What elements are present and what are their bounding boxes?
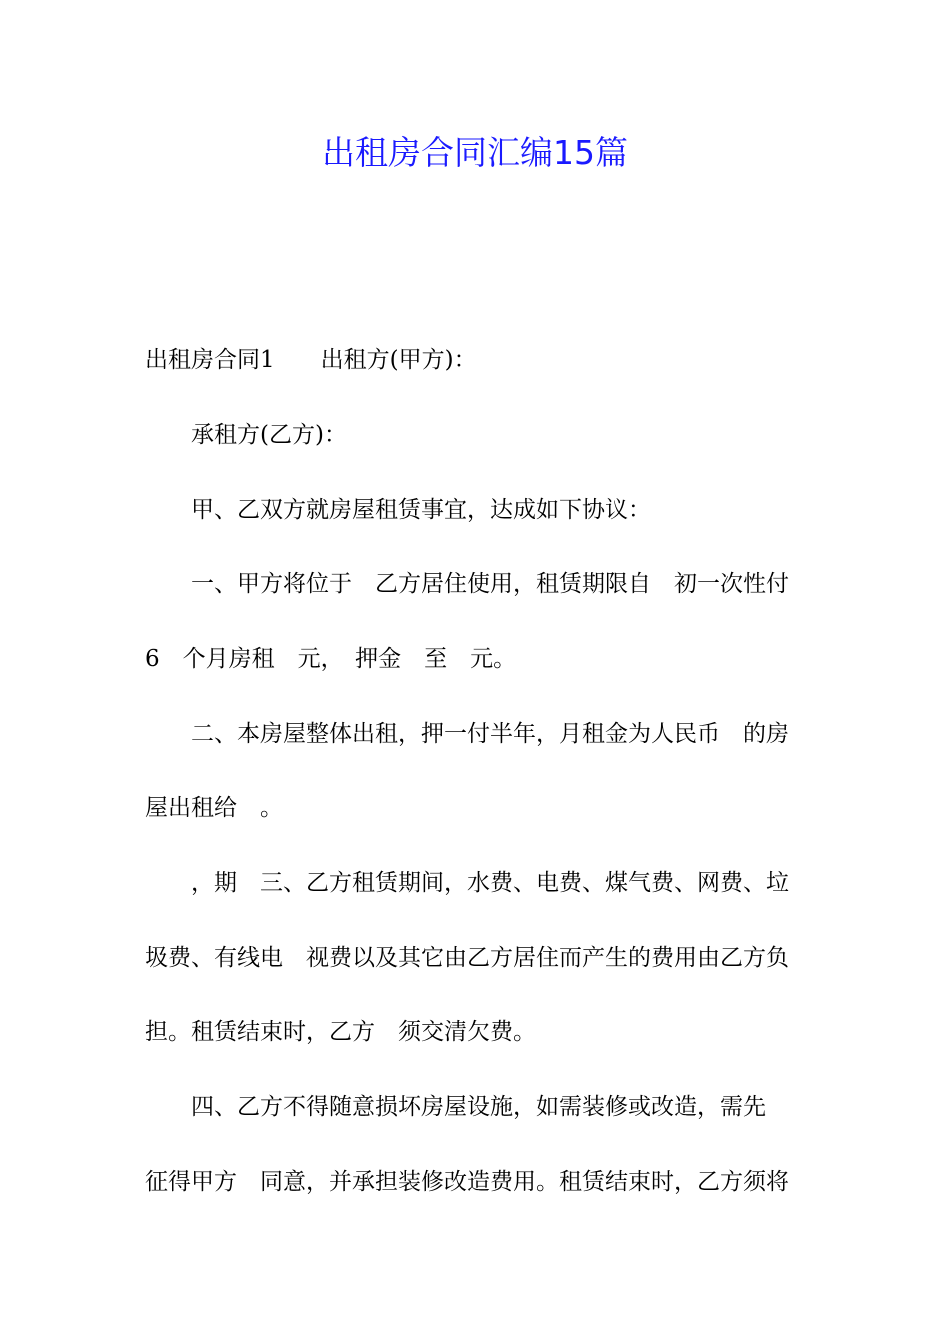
text-line-12: 征得甲方 同意，并承担装修改造费用。租赁结束时，乙方须将: [145, 1169, 789, 1195]
text-line-4: 一、甲方将位于 乙方居住使用，租赁期限自 初一次性付: [145, 571, 789, 597]
text-line-9: 圾费、有线电 视费以及其它由乙方居住而产生的费用由乙方负: [145, 945, 789, 971]
text-line-1: 出租房合同1 出租方(甲方)：: [145, 347, 477, 373]
text-line-7: 屋出租给 。: [145, 795, 283, 821]
text-line-2: 承租方(乙方)：: [145, 422, 347, 448]
text-line-11: 四、乙方不得随意损坏房屋设施，如需装修或改造，需先: [145, 1094, 766, 1120]
text-line-10: 担。租赁结束时，乙方 须交清欠费。: [145, 1019, 536, 1045]
text-line-3: 甲、乙双方就房屋租赁事宜，达成如下协议：: [145, 497, 651, 523]
text-line-5: 6 个月房租 元， 押金 至 元。: [145, 646, 517, 672]
text-line-6: 二、本房屋整体出租，押一付半年，月租金为人民币 的房: [145, 721, 789, 747]
text-line-8: ，期 三、乙方租赁期间，水费、电费、煤气费、网费、垃: [145, 870, 789, 896]
document-title: 出租房合同汇编15篇: [322, 133, 628, 172]
